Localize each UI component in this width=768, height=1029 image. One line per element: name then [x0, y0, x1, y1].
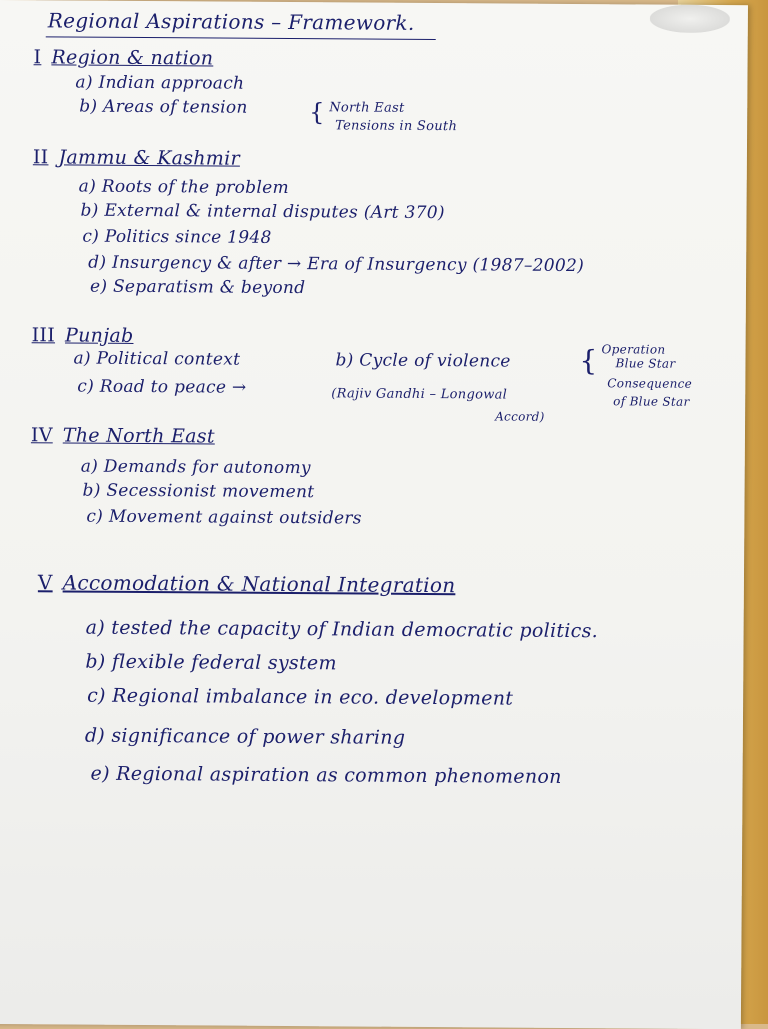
s2-item-a: a) Roots of the problem	[78, 176, 289, 199]
s3-item-b-sub2: Consequence	[607, 376, 693, 391]
section-2-heading	[33, 146, 240, 169]
s5-item-a: a) tested the capacity of Indian democratic politics.	[85, 616, 599, 643]
s3-item-b-sub1: Operation	[601, 342, 666, 357]
section-4-heading	[31, 424, 215, 447]
s2-item-c: c) Politics since 1948	[82, 226, 272, 248]
s5-item-b: b) flexible federal system	[85, 650, 337, 675]
section-3-title: Punjab	[65, 324, 134, 347]
s5-item-e: e) Regional aspiration as common phenomenon	[90, 762, 562, 788]
section-2-title: Jammu & Kashmir	[58, 146, 241, 170]
s3-item-b-sub2b: of Blue Star	[613, 394, 690, 409]
page-title: Regional Aspirations – Framework.	[47, 8, 415, 35]
brace-icon: {	[579, 344, 598, 378]
s2-item-d: d) Insurgency & after → Era of Insurgency (1987–2002)	[88, 252, 585, 277]
section-1-title: Region & nation	[51, 46, 214, 70]
section-3-number: III	[31, 324, 56, 347]
paper-clip	[650, 5, 730, 34]
section-4-title: The North East	[62, 424, 215, 448]
s1-item-a: a) Indian approach	[75, 72, 245, 94]
s3-item-c-sub: (Rajiv Gandhi – Longowal	[331, 386, 508, 403]
section-5-number: V	[37, 570, 53, 595]
s5-item-d: d) significance of power sharing	[84, 724, 406, 749]
s1-item-b-sub2: Tensions in South	[335, 118, 458, 135]
section-5-heading	[38, 570, 456, 597]
brace-icon: {	[309, 98, 325, 127]
s3-item-b: b) Cycle of violence	[335, 350, 511, 372]
s3-item-c-sub2: Accord)	[495, 409, 545, 424]
section-5-title: Accomodation & National Integration	[62, 570, 456, 598]
s4-item-a: a) Demands for autonomy	[80, 456, 311, 479]
section-4-number: IV	[30, 424, 53, 447]
section-1-heading	[34, 46, 214, 69]
s4-item-c: c) Movement against outsiders	[86, 506, 362, 529]
s2-item-b: b) External & internal disputes (Art 370)	[80, 200, 445, 224]
section-2-number: II	[32, 146, 49, 169]
s5-item-c: c) Regional imbalance in eco. development	[87, 684, 514, 710]
s4-item-b: b) Secessionist movement	[82, 480, 315, 503]
title-underline	[46, 36, 436, 40]
section-3-heading	[32, 324, 134, 347]
s3-item-a: a) Political context	[73, 348, 241, 370]
s1-item-b: b) Areas of tension	[79, 96, 248, 118]
s3-item-b-sub1b: Blue Star	[615, 356, 676, 371]
s2-item-e: e) Separatism & beyond	[89, 276, 306, 299]
section-1-number: I	[33, 46, 42, 69]
s1-item-b-sub1: North East	[329, 100, 405, 116]
s3-item-c: c) Road to peace →	[77, 376, 247, 398]
